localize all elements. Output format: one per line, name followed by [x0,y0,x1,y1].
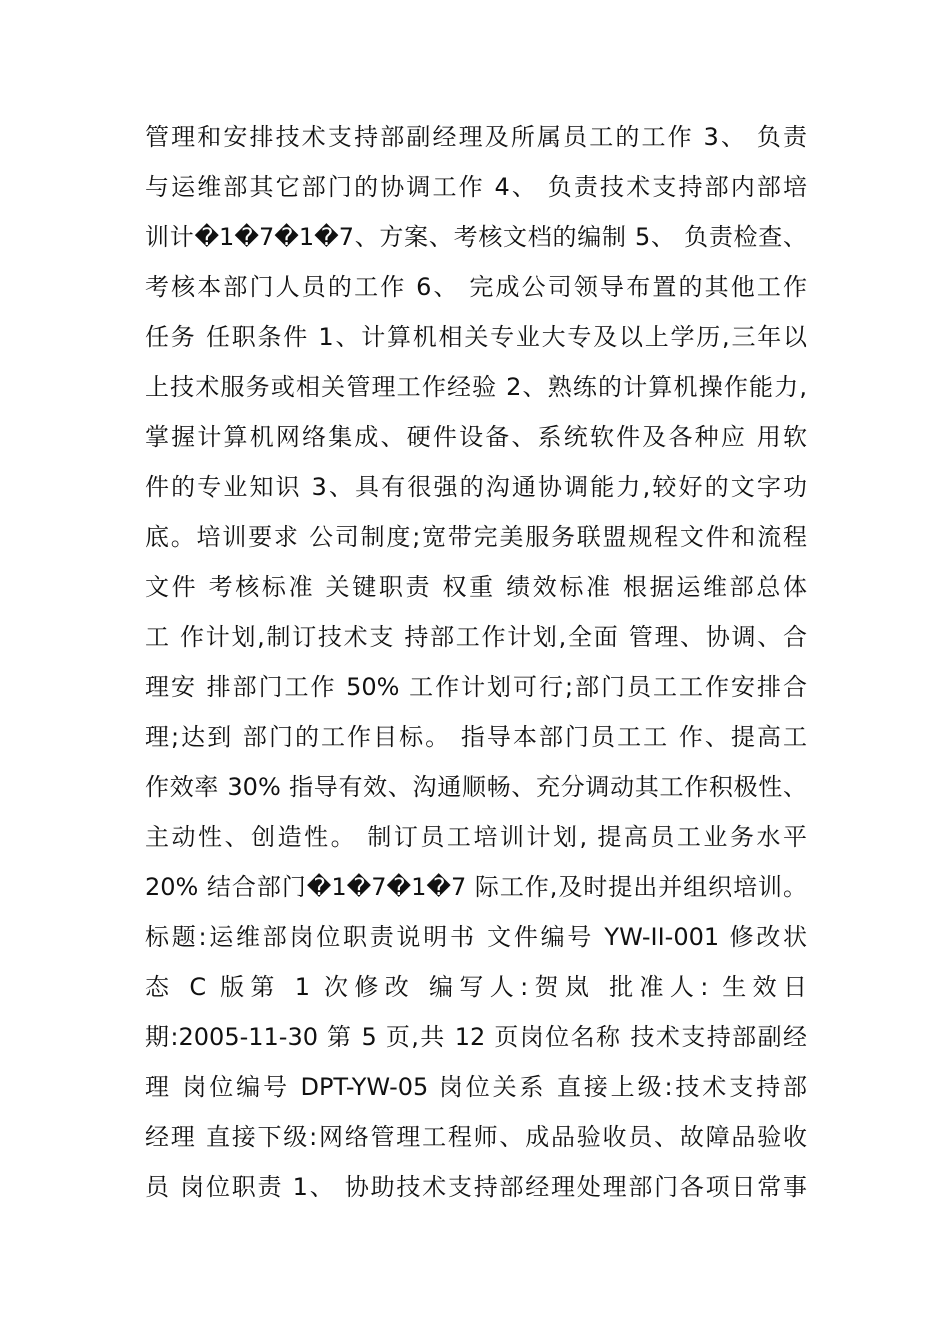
text-line: 理 岗位编号 DPT-YW-05 岗位关系 直接上级:技术支持部 [145,1073,807,1101]
text-line: 理安 排部门工作 50% 工作计划可行;部门员工工作安排合 [145,673,807,701]
body-text [145,112,807,1212]
text-line: 态 C 版第 1 次修改 编写人:贺岚 批准人: 生效日 [145,973,807,1001]
text-line: 期:2005-11-30 第 5 页,共 12 页岗位名称 技术支持部副经 [145,1023,807,1051]
text-line: 上技术服务或相关管理工作经验 2、熟练的计算机操作能力, [145,373,807,401]
text-line: 理;达到 部门的工作目标。 指导本部门员工工 作、提高工 [145,723,807,751]
text-line: 20% 结合部门�1�7�1�7 际工作,及时提出并组织培训。 [145,873,807,901]
text-line: 作效率 30% 指导有效、沟通顺畅、充分调动其工作积极性、 [145,773,807,801]
text-line: 文件 考核标准 关键职责 权重 绩效标准 根据运维部总体 [145,573,807,601]
text-line: 考核本部门人员的工作 6、 完成公司领导布置的其他工作 [145,273,807,301]
text-line: 底。培训要求 公司制度;宽带完美服务联盟规程文件和流程 [145,523,807,551]
text-line: 经理 直接下级:网络管理工程师、成品验收员、故障品验收 [145,1123,807,1151]
text-line: 训计�1�7�1�7、方案、考核文档的编制 5、 负责检查、 [145,223,807,251]
text-line: 工 作计划,制订技术支 持部工作计划,全面 管理、协调、合 [145,623,807,651]
text-line: 掌握计算机网络集成、硬件设备、系统软件及各种应 用软 [145,423,807,451]
text-line: 员 岗位职责 1、 协助技术支持部经理处理部门各项日常事 [145,1173,807,1201]
text-line: 与运维部其它部门的协调工作 4、 负责技术支持部内部培 [145,173,807,201]
text-line: 任务 任职条件 1、计算机相关专业大专及以上学历,三年以 [145,323,807,351]
text-line: 主动性、创造性。 制订员工培训计划, 提高员工业务水平 [145,823,807,851]
text-line: 件的专业知识 3、具有很强的沟通协调能力,较好的文字功 [145,473,807,501]
text-line: 标题:运维部岗位职责说明书 文件编号 YW-II-001 修改状 [145,923,807,951]
text-line: 管理和安排技术支持部副经理及所属员工的工作 3、 负责 [145,123,807,151]
